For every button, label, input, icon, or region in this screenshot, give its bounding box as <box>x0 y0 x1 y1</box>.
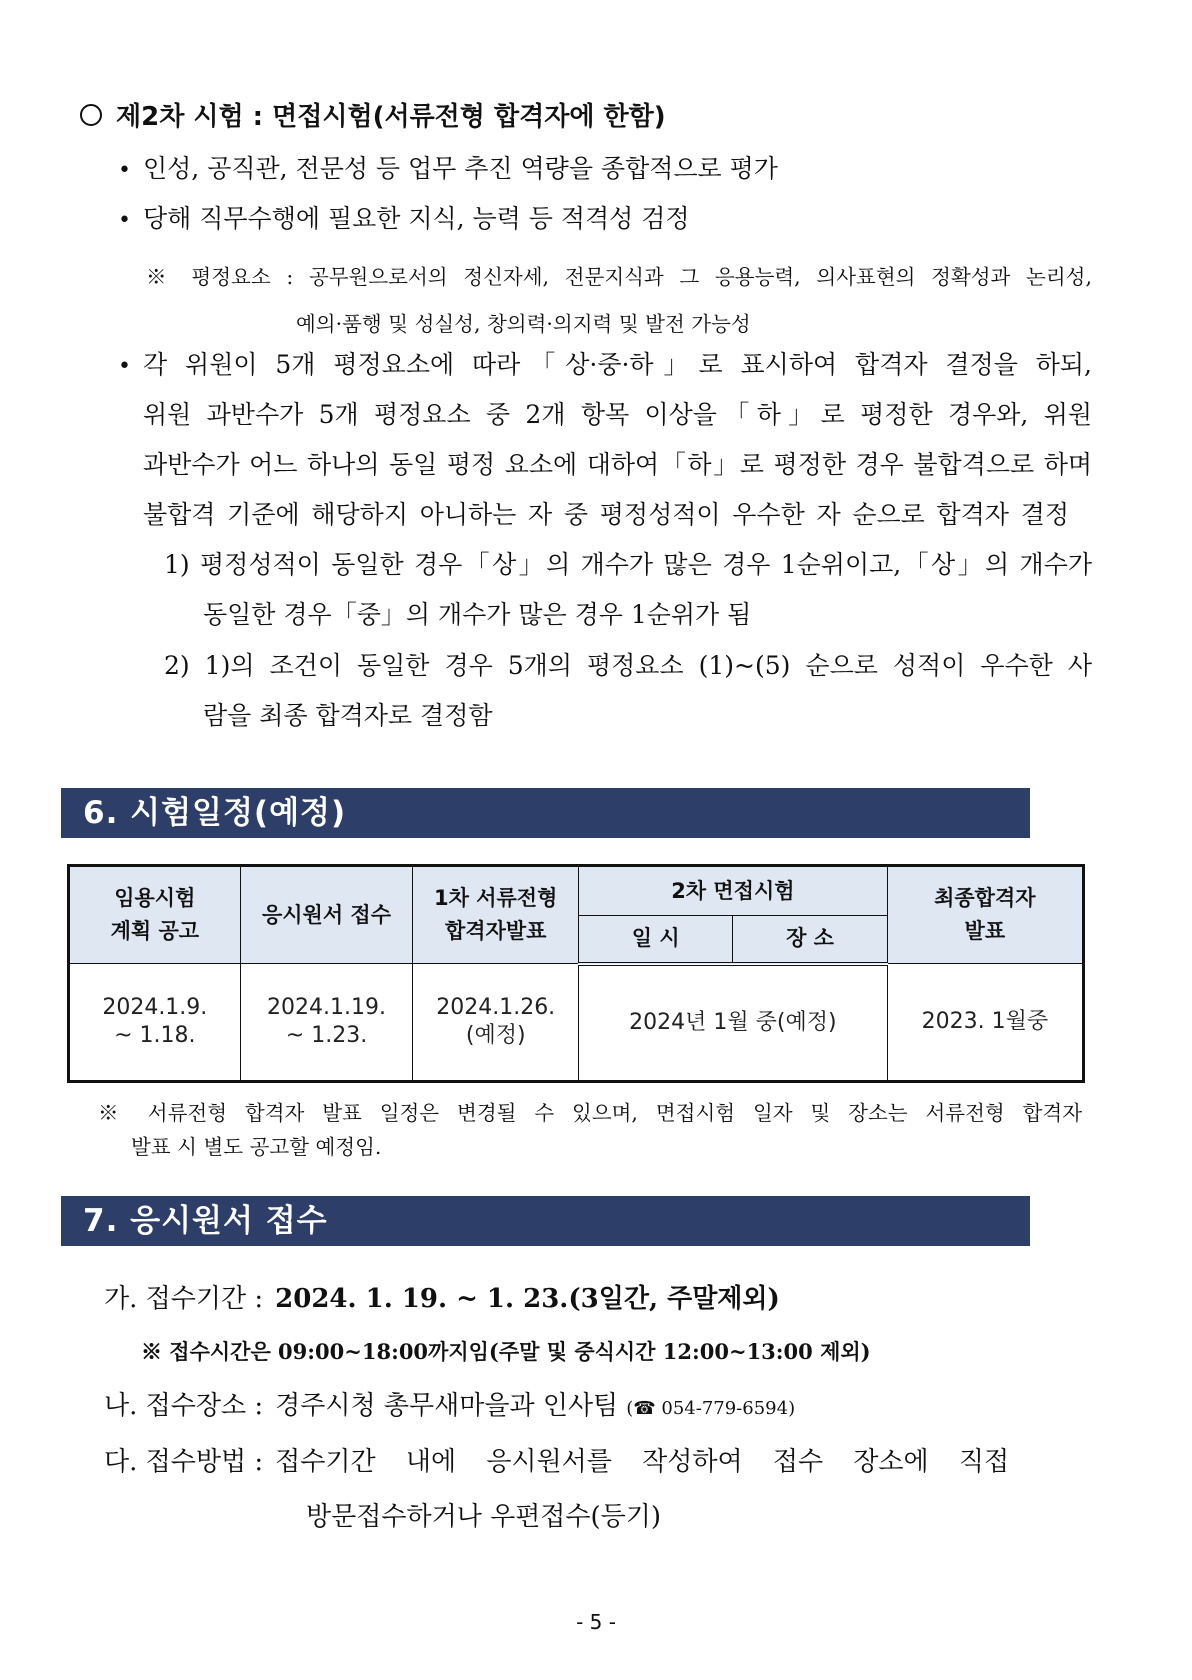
bullet-text: 당해 직무수행에 필요한 지식, 능력 등 적격성 검정 <box>143 204 690 233</box>
header-first-result: 1차 서류전형 합격자발표 <box>413 866 579 964</box>
application-time-note: ※ 접수시간은 09:00~18:00까지임(주말 및 중식시간 12:00~13:00 제외) <box>141 1339 871 1364</box>
phone-icon: ☎ <box>633 1398 656 1419</box>
page-number: - 5 - <box>576 1610 616 1634</box>
rule-line: 과반수가 어느 하나의 동일 평정 요소에 대하여「하」로 평정한 경우 불합격으로 하며 <box>143 450 1092 479</box>
bullet-text: 인성, 공직관, 전문성 등 업무 추진 역량을 종합적으로 평가 <box>143 154 778 183</box>
table-row <box>69 964 1084 1082</box>
bullet-dot-icon: • <box>118 354 131 379</box>
tiebreak-rule-2-line1: 2) 1)의 조건이 동일한 경우 5개의 평정요소 (1)~(5) 순으로 성적이 우수한 사 <box>164 651 1092 680</box>
header-interview-date: 일 시 <box>579 916 733 964</box>
interview-title: 제2차 시험 : 면접시험(서류전형 합격자에 한함) <box>116 102 666 132</box>
phone-wrapper: (☎ 054-779-6594) <box>626 1398 796 1419</box>
bullet-dot-icon: • <box>118 158 131 183</box>
exam-schedule-table <box>67 864 1085 1083</box>
header-interview-place: 장 소 <box>733 916 887 964</box>
phone-number: 054-779-6594 <box>661 1398 789 1419</box>
evaluation-note-line2: 예의·품행 및 성실성, 창의력·의지력 및 발전 가능성 <box>296 312 751 336</box>
header-final-result: 최종합격자 발표 <box>887 866 1083 964</box>
cell-final-result-date: 2023. 1월중 <box>887 964 1083 1082</box>
place-label: 나. 접수장소 : <box>104 1391 264 1421</box>
schedule-note-line2: 발표 시 별도 공고할 예정임. <box>131 1135 382 1159</box>
interview-heading <box>80 96 666 133</box>
tiebreak-rule-2-line2: 람을 최종 합격자로 결정함 <box>203 701 493 730</box>
method-line2: 방문접수하거나 우편접수(등기) <box>306 1502 662 1532</box>
place-value: 경주시청 총무새마을과 인사팀 <box>275 1391 619 1421</box>
bullet-item <box>118 144 131 196</box>
cell-first-result-date: 2024.1.26. (예정) <box>413 964 579 1082</box>
header-application: 응시원서 접수 <box>240 866 413 964</box>
period-value: 2024. 1. 19. ~ 1. 23.(3일간, 주말제외) <box>275 1284 780 1314</box>
section-6-header: 6. 시험일정(예정) <box>61 788 1030 838</box>
cell-interview-date: 2024년 1월 중(예정) <box>579 964 888 1082</box>
rule-line: 각 위원이 5개 평정요소에 따라「상·중·하」로 표시하여 합격자 결정을 하되, <box>143 350 1092 379</box>
period-label: 가. 접수기간 : <box>104 1284 264 1314</box>
bullet-dot-icon: • <box>118 208 131 233</box>
application-period <box>104 1278 780 1315</box>
bullet-item <box>118 194 131 246</box>
cell-application-date: 2024.1.19. ~ 1.23. <box>240 964 413 1082</box>
bullet-item <box>118 340 131 392</box>
schedule-note-line1: ※ 서류전형 합격자 발표 일정은 변경될 수 있으며, 면접시험 일자 및 장소는 서류전형 합격자 <box>98 1101 1082 1125</box>
cell-plan-date: 2024.1.9. ~ 1.18. <box>69 964 241 1082</box>
method-label: 다. 접수방법 : <box>104 1447 264 1477</box>
method-line1: 접수기간 내에 응시원서를 작성하여 접수 장소에 직접 <box>275 1447 1010 1477</box>
section-7-header: 7. 응시원서 접수 <box>61 1196 1030 1246</box>
application-method <box>104 1441 1009 1478</box>
rule-line: 위원 과반수가 5개 평정요소 중 2개 항목 이상을「하」로 평정한 경우와, 위원 <box>143 400 1092 429</box>
header-interview: 2차 면접시험 <box>579 866 888 916</box>
application-place <box>104 1385 795 1422</box>
tiebreak-rule-1-line1: 1) 평정성적이 동일한 경우「상」의 개수가 많은 경우 1순위이고,「상」의 개수가 <box>164 550 1092 579</box>
tiebreak-rule-1-line2: 동일한 경우「중」의 개수가 많은 경우 1순위가 됨 <box>203 600 752 629</box>
header-plan-announce: 임용시험 계획 공고 <box>69 866 241 964</box>
evaluation-note-line1: ※ 평정요소 : 공무원으로서의 정신자세, 전문지식과 그 응용능력, 의사표현의 정확성과 논리성, <box>146 265 1092 289</box>
circle-bullet-icon <box>80 104 102 126</box>
rule-line: 불합격 기준에 해당하지 아니하는 자 중 평정성적이 우수한 자 순으로 합격자 결정 <box>143 500 1069 529</box>
